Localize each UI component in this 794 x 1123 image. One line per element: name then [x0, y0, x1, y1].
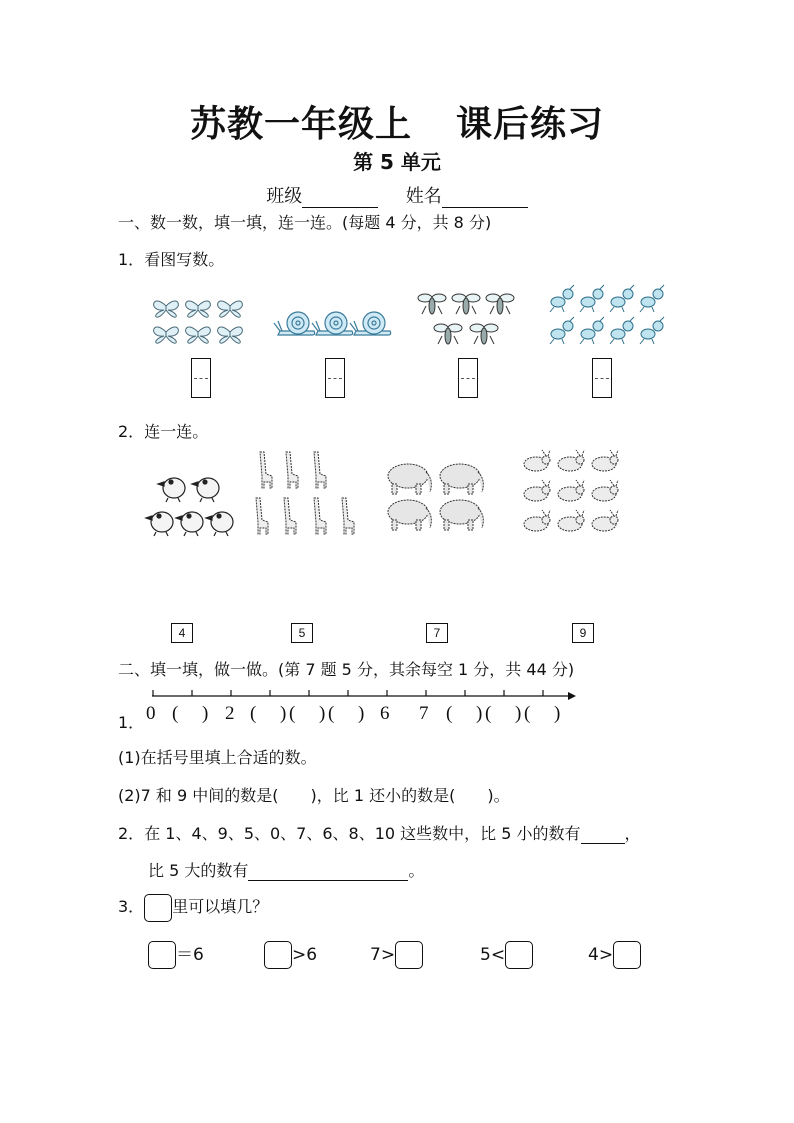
number-line-0: 0 — [146, 703, 156, 724]
snails-image — [274, 305, 394, 341]
answer-box-insects[interactable] — [458, 358, 478, 398]
number-box-7[interactable]: 7 — [426, 623, 448, 643]
ants-image — [548, 284, 670, 350]
number-line-paren-close-9[interactable]: ) — [515, 703, 522, 724]
student-info-line — [0, 182, 794, 208]
s1-q2-text: 连一连。 — [144, 422, 209, 441]
rabbits-image — [518, 450, 626, 540]
s2-q2-text: 在 1、4、9、5、0、7、6、8、10 这些数中，比 5 小的数有 — [144, 824, 581, 843]
number-box-5[interactable]: 5 — [291, 623, 313, 643]
number-line-7: 7 — [419, 703, 429, 724]
answer-box-snails[interactable] — [325, 358, 345, 398]
number-line-paren-close-3[interactable]: ) — [280, 703, 287, 724]
less-than-5-blank[interactable] — [581, 825, 625, 844]
number-line-paren-close-4[interactable]: ) — [319, 703, 326, 724]
title-left: 苏教一年级上 — [189, 104, 412, 145]
s1-q2-number: 2． — [118, 422, 145, 441]
s2-q3-item-1-text: ＝6 — [176, 945, 204, 965]
number-line-paren-open-10[interactable]: ( — [524, 703, 531, 724]
section1-heading: 一、数一数，填一填，连一连。(每题 4 分，共 8 分) — [118, 213, 492, 232]
s1-q1 — [118, 247, 224, 270]
s2-q3-item-4-text: 5< — [480, 945, 506, 965]
number-line-paren-open-4[interactable]: ( — [289, 703, 296, 724]
s2-q2-comma: ， — [624, 824, 641, 843]
class-label: 班级 — [266, 186, 303, 207]
blank-square — [144, 894, 172, 922]
s2-q1-sub1: (1)在括号里填上合适的数。 — [118, 748, 317, 767]
answer-square-4[interactable] — [505, 941, 533, 969]
number-line-paren-open-9[interactable]: ( — [485, 703, 492, 724]
s2-q3 — [118, 892, 268, 922]
title-right: 课后练习 — [456, 104, 605, 145]
s2-q1-number: 1． — [118, 713, 145, 732]
penguins-image — [146, 470, 242, 540]
s2-q3-number: 3． — [118, 897, 145, 916]
butterflies-image — [150, 292, 250, 350]
number-line-paren-open-8[interactable]: ( — [446, 703, 453, 724]
s2-q2-end: 。 — [408, 861, 425, 880]
class-blank[interactable] — [302, 189, 378, 208]
s2-q1-sub2: (2)7 和 9 中间的数是( )，比 1 还小的数是( )。 — [118, 786, 510, 805]
answer-square-3[interactable] — [395, 941, 423, 969]
number-line-6: 6 — [380, 703, 390, 724]
number-box-9[interactable]: 9 — [572, 623, 594, 643]
number-line-paren-close-1[interactable]: ) — [202, 703, 209, 724]
number-line — [140, 686, 580, 702]
answer-square-2[interactable] — [264, 941, 292, 969]
page-title — [0, 96, 794, 147]
answer-box-ants[interactable] — [592, 358, 612, 398]
s2-q2-line2 — [148, 858, 424, 881]
s1-q2 — [118, 419, 208, 442]
number-line-paren-close-10[interactable]: ) — [554, 703, 561, 724]
s1-q1-text: 看图写数。 — [144, 250, 225, 269]
number-line-paren-open-5[interactable]: ( — [328, 703, 335, 724]
s2-q2-line2-text: 比 5 大的数有 — [148, 861, 249, 880]
s1-q1-number: 1． — [118, 250, 145, 269]
s2-q3-item-2-text: >6 — [292, 945, 318, 965]
s2-q3-item-3 — [370, 940, 423, 970]
number-line-2: 2 — [225, 703, 235, 724]
s2-q3-item-2 — [264, 940, 317, 970]
answer-square-1[interactable] — [148, 941, 176, 969]
giraffes-image — [250, 450, 370, 540]
insects-image — [414, 288, 524, 350]
s2-q2-number: 2． — [118, 824, 145, 843]
s2-q3-text: 里可以填几？ — [172, 897, 269, 916]
s2-q3-item-4 — [480, 940, 533, 970]
elephants-image — [384, 460, 490, 536]
s2-q2-line1 — [118, 821, 641, 844]
page-subtitle: 第 5 单元 — [353, 150, 441, 174]
number-line-paren-open-3[interactable]: ( — [250, 703, 257, 724]
name-label: 姓名 — [405, 186, 442, 207]
greater-than-5-blank[interactable] — [248, 862, 408, 881]
number-line-paren-open-1[interactable]: ( — [172, 703, 179, 724]
name-blank[interactable] — [442, 189, 528, 208]
s2-q3-item-5-text: 4> — [588, 945, 614, 965]
s2-q3-item-1 — [148, 940, 204, 970]
section2-heading: 二、填一填，做一做。(第 7 题 5 分，其余每空 1 分，共 44 分) — [118, 660, 575, 679]
number-line-paren-close-5[interactable]: ) — [358, 703, 365, 724]
number-line-paren-close-8[interactable]: ) — [476, 703, 483, 724]
s2-q3-item-3-text: 7> — [370, 945, 396, 965]
answer-box-butterflies[interactable] — [191, 358, 211, 398]
answer-square-5[interactable] — [613, 941, 641, 969]
s2-q3-item-5 — [588, 940, 641, 970]
number-box-4[interactable]: 4 — [171, 623, 193, 643]
